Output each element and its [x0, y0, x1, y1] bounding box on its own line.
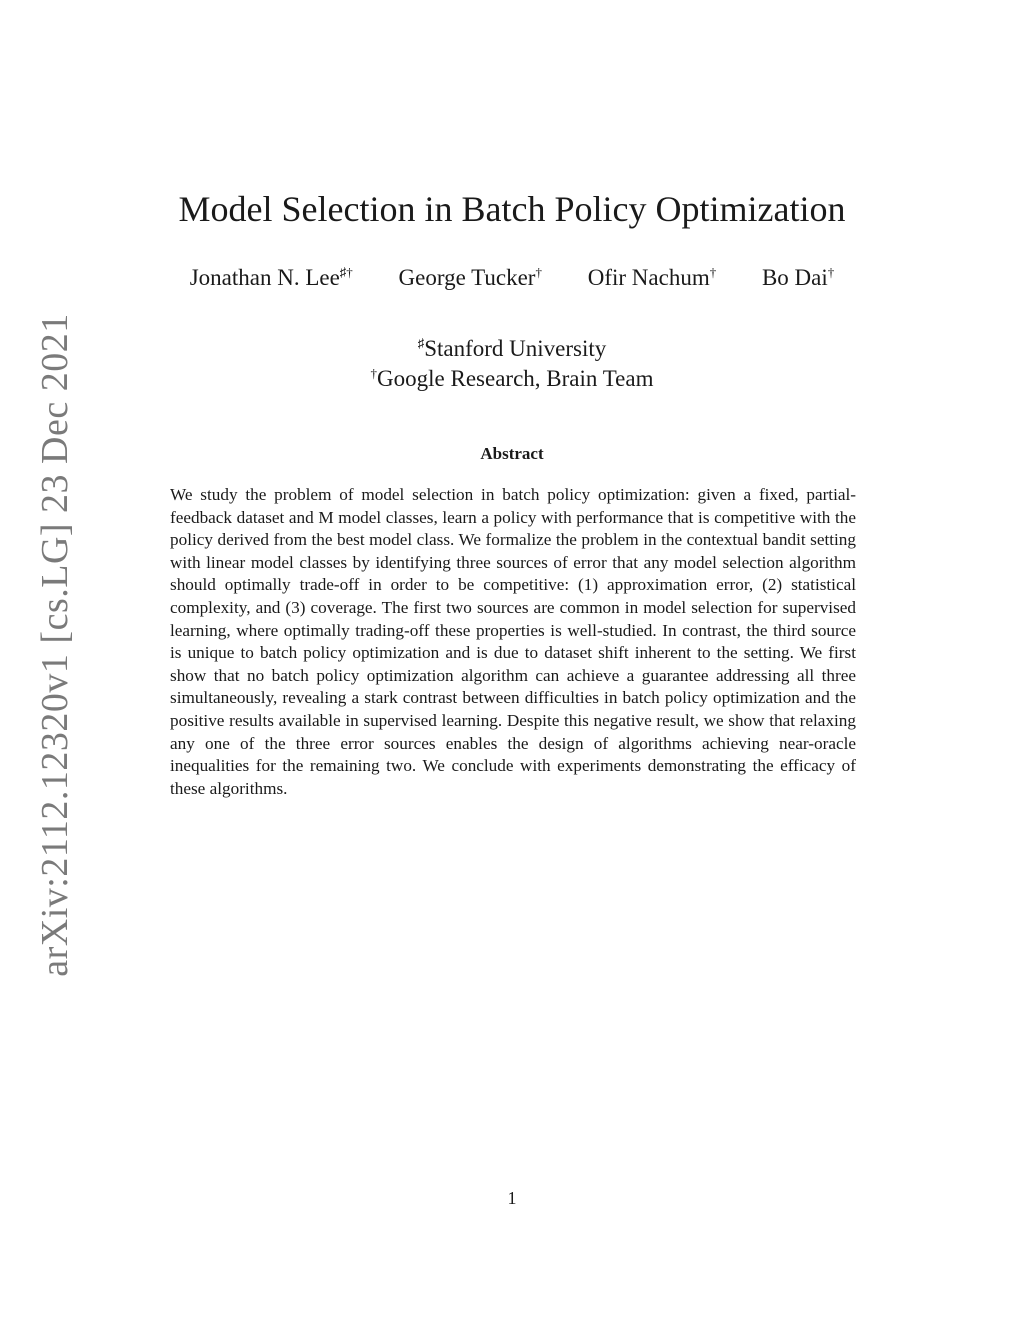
abstract-heading: Abstract [480, 444, 544, 463]
author-affiliation-mark: † [535, 264, 542, 280]
author [190, 265, 353, 291]
author [762, 265, 834, 291]
affiliation [0, 336, 1024, 362]
author-name: Bo Dai [761, 265, 828, 290]
author-affiliation-mark: † [827, 264, 835, 280]
arxiv-identifier: arXiv:2112.12320v1 [cs.LG] 23 Dec 2021 [34, 313, 76, 977]
abstract-text: We study the problem of model selection in batch policy optimization: given a fixed, partial-feedback dataset and M model classes, learn a policy with performance that is competitive with the policy derived from the best model class. We formalize the problem in the contextual bandit setting with linear model classes by identifying three sources of error that any model selection algorithm should optimally trade-off in order to be competitive: (1) approximation error, (2) statistical complexity, and (3) coverage. The first two sources are common in model selection for supervised learning, where optimally trading-off these properties is well-studied. In contrast, the third source is unique to batch policy optimization and is due to dataset shift inherent to the setting. We first show that no batch policy optimization algorithm can achieve a guarantee addressing all three simultaneously, revealing a stark contrast between difficulties in batch policy optimization and the positive results available in supervised learning. Despite this negative result, we show that relaxing any one of the three error sources enables the design of algorithms achieving near-oracle inequalities for the remaining two. We conclude with experiments demonstrating the efficacy of these algorithms. [170, 485, 856, 798]
author [399, 265, 542, 291]
author [588, 265, 717, 291]
affiliation [0, 366, 1024, 392]
author-affiliation-mark: ♯† [339, 264, 353, 280]
author-affiliation-mark: † [709, 264, 717, 280]
affiliation-mark: ♯ [417, 335, 425, 351]
affiliation-name: Stanford University [424, 336, 607, 361]
author-name: George Tucker [398, 265, 536, 290]
affiliation-mark: † [370, 365, 378, 381]
author-name: Ofir Nachum [587, 265, 710, 290]
paper-title: Model Selection in Batch Policy Optimization [178, 189, 846, 229]
author-list [0, 265, 1024, 291]
affiliation-name: Google Research, Brain Team [377, 366, 654, 391]
page-number: 1 [507, 1188, 517, 1208]
author-name: Jonathan N. Lee [189, 265, 340, 290]
